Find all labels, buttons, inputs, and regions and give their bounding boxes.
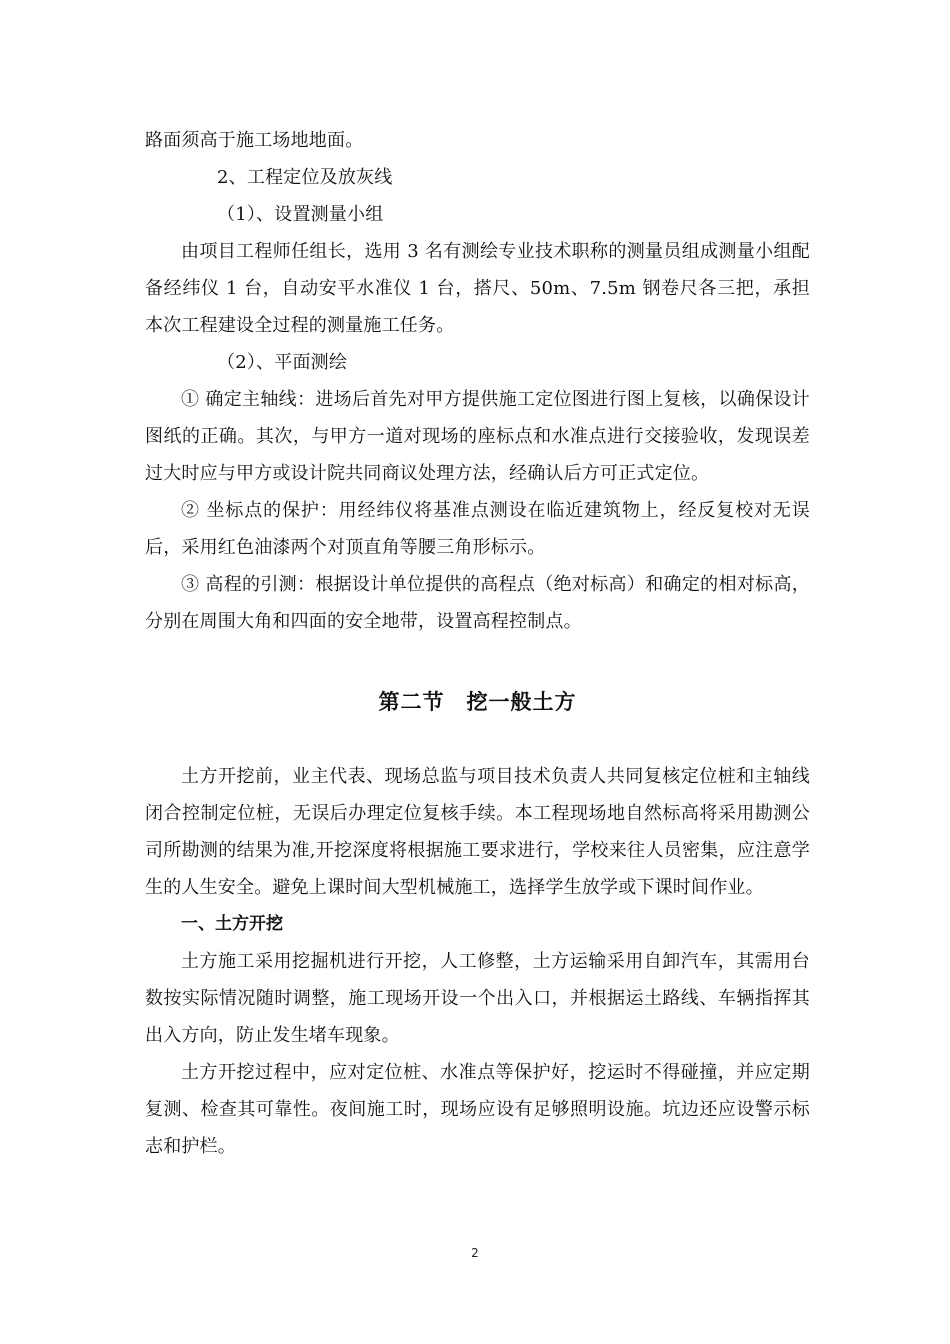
subheading-excavation: 一、土方开挖 — [181, 914, 283, 934]
page-content — [145, 122, 810, 1165]
paragraph-excavation-method: 土方施工采用挖掘机进行开挖，人工修整，土方运输采用自卸汽车，其需用台数按实际情况随时调整，施工现场开设一个出入口，并根据运土路线、车辆指挥其出入方向，防止发生堵车现象。 — [145, 951, 810, 1046]
page-number: 2 — [471, 1246, 479, 1260]
paragraph-elevation: ③ 高程的引测：根据设计单位提供的高程点（绝对标高）和确定的相对标高，分别在周围大角和四面的安全地带，设置高程控制点。 — [145, 574, 810, 632]
item-heading-positioning: 2、工程定位及放灰线 — [217, 167, 393, 188]
paragraph-excavation-protection: 土方开挖过程中，应对定位桩、水准点等保护好，挖运时不得碰撞，并应定期复测、检查其可靠性。夜间施工时，现场应设有足够照明设施。坑边还应设警示标志和护栏。 — [145, 1062, 810, 1157]
section-title: 挖一般土方 — [466, 690, 577, 714]
paragraph-main-axis: ① 确定主轴线：进场后首先对甲方提供施工定位图进行图上复核，以确保设计图纸的正确。其次，与甲方一道对现场的座标点和水准点进行交接验收，发现误差过大时应与甲方或设计院共同商议处理方法，经确认后方可正式定位。 — [145, 389, 810, 484]
paragraph-coordinate-protection: ② 坐标点的保护：用经纬仪将基准点测设在临近建筑物上，经反复校对无误后，采用红色油漆两个对顶直角等腰三角形标示。 — [145, 500, 810, 558]
paragraph-continuation: 路面须高于施工场地地面。 — [145, 130, 364, 151]
paragraph-survey-team: 由项目工程师任组长，选用 3 名有测绘专业技术职称的测量员组成测量小组配备经纬仪 1 台，自动安平水准仪 1 台，搭尺、50m、7.5m 钢卷尺各三把，承担本次工程建设全过程的测量施工任务。 — [145, 241, 810, 336]
section-heading — [145, 686, 810, 716]
paragraph-before-excavation: 土方开挖前，业主代表、现场总监与项目技术负责人共同复核定位桩和主轴线闭合控制定位桩，无误后办理定位复核手续。本工程现场地自然标高将采用勘测公司所勘测的结果为准,开挖深度将根据施工要求进行，学校来往人员密集，应注意学生的人生安全。避免上课时间大型机械施工，选择学生放学或下课时间作业。 — [145, 766, 810, 898]
item-heading-survey-team: （1）、设置测量小组 — [217, 204, 384, 225]
section-number: 第二节 — [378, 690, 445, 714]
item-heading-plane-survey: （2）、平面测绘 — [217, 352, 348, 373]
